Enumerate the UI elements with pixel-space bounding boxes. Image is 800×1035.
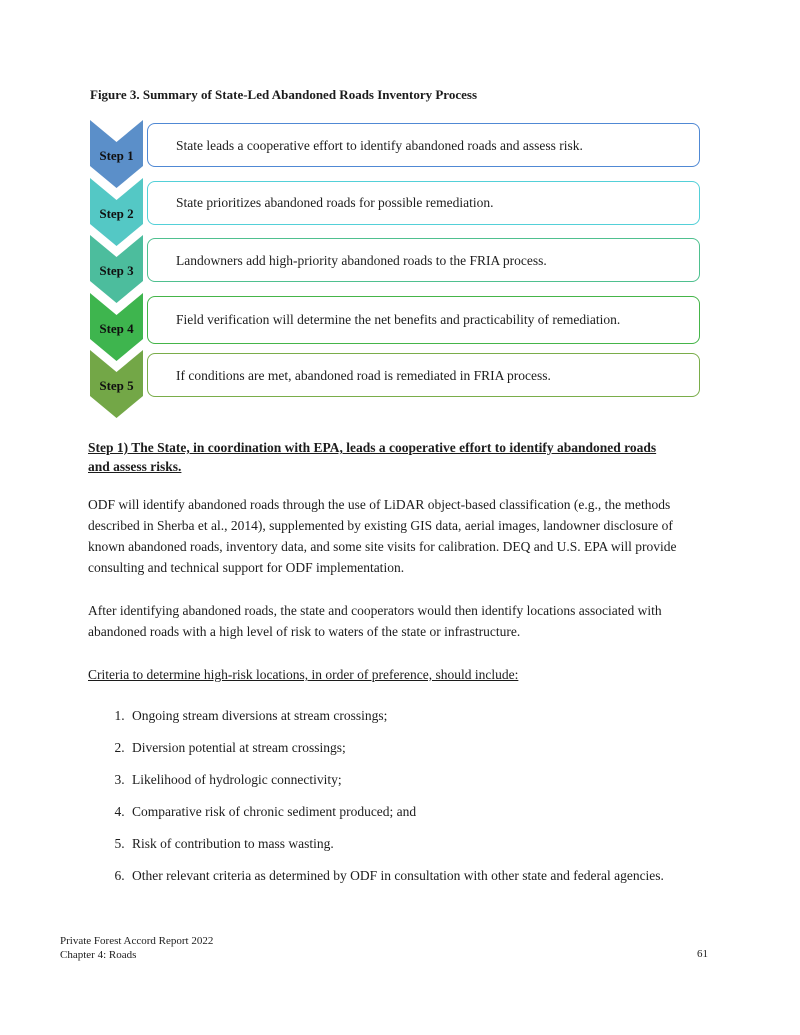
section-heading: Step 1) The State, in coordination with EPA, leads a cooperative effort to identify abandoned roads and assess risks.: [88, 440, 657, 474]
step-text: Landowners add high-priority abandoned roads to the FRIA process.: [176, 252, 547, 268]
criteria-heading: Criteria to determine high-risk locations, in order of preference, should include:: [88, 667, 519, 682]
step-label: Step 3: [99, 263, 134, 278]
step-label: Step 5: [99, 378, 134, 393]
step-label: Step 2: [99, 205, 134, 221]
process-diagram: [90, 120, 708, 422]
list-item: 2. Diversion potential at stream crossings;: [128, 737, 692, 758]
page-number: 61: [697, 948, 708, 960]
footer-chapter: Chapter 4: Roads: [60, 949, 137, 961]
step-box: [147, 353, 700, 397]
list-item: 3. Likelihood of hydrologic connectivity;: [128, 769, 692, 790]
paragraph: ODF will identify abandoned roads through the use of LiDAR object-based classification (e.g., the methods described in Sherba et al., 2014), supplemented by existing GIS data, aerial images, landowner disclosure of known abandoned roads, inventory data, and some site visits for calibration. DEQ and U.S. EPA will provide consulting and technical support for ODF implementation.: [88, 497, 677, 575]
list-item: 6. Other relevant criteria as determined by ODF in consultation with other state and federal agencies.: [128, 865, 692, 886]
step-box: [147, 238, 700, 282]
step-text: State prioritizes abandoned roads for possible remediation.: [176, 195, 494, 210]
step-label: Step 4: [99, 320, 134, 336]
step-text: Field verification will determine the net benefits and practicability of remediation.: [176, 312, 621, 327]
step-box: [147, 296, 700, 344]
step-label: Step 1: [99, 148, 134, 163]
page-footer: [60, 934, 213, 962]
figure-title: Figure 3. Summary of State-Led Abandoned Roads Inventory Process: [90, 87, 478, 102]
list-item: 4. Comparative risk of chronic sediment produced; and: [128, 801, 692, 822]
step-text: State leads a cooperative effort to identify abandoned roads and assess risk.: [176, 137, 583, 153]
step-text: If conditions are met, abandoned road is remediated in FRIA process.: [176, 367, 551, 383]
footer-report-title: Private Forest Accord Report 2022: [60, 935, 214, 947]
step-box: [147, 181, 700, 225]
list-item: 5. Risk of contribution to mass wasting.: [128, 833, 692, 854]
paragraph: After identifying abandoned roads, the state and cooperators would then identify locations associated with abandoned roads with a high level of risk to waters of the state or infrastructure.: [88, 603, 662, 639]
list-item: 1. Ongoing stream diversions at stream crossings;: [128, 705, 692, 726]
body-content: [88, 438, 706, 897]
step-box: [147, 123, 700, 167]
criteria-list: [88, 705, 706, 886]
